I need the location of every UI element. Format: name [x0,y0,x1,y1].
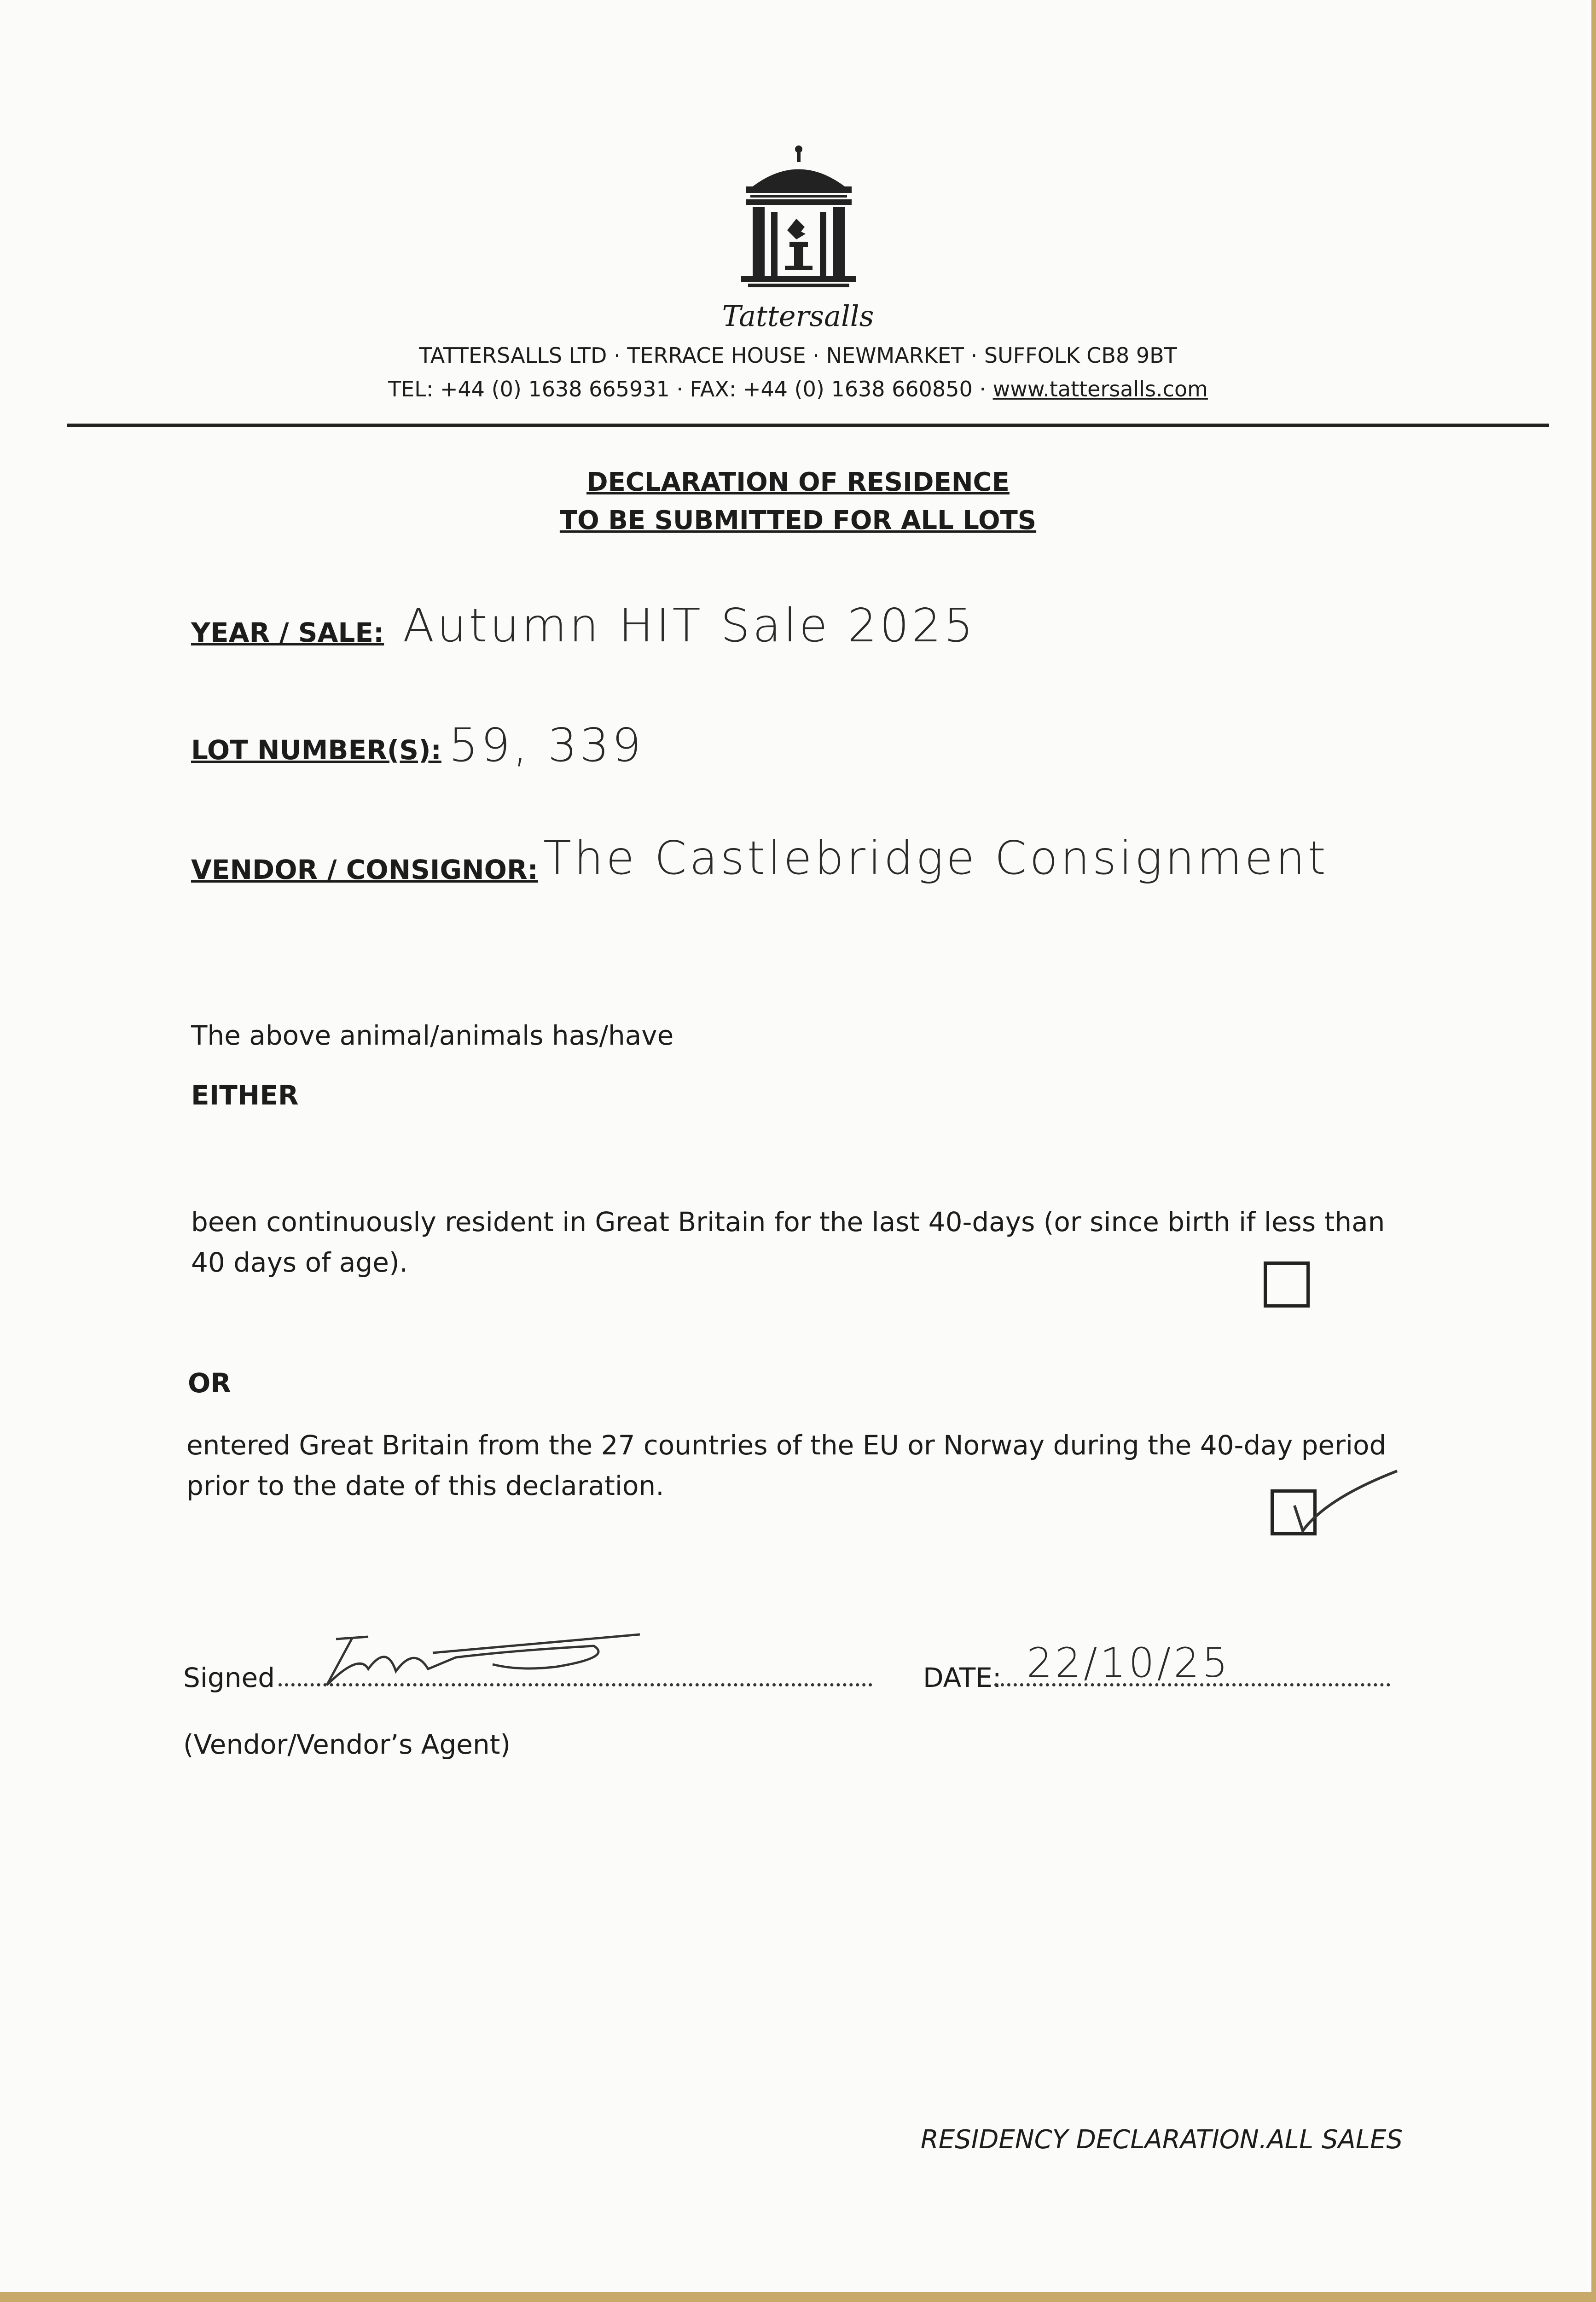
intro-text: The above animal/animals has/have [191,1020,674,1051]
signed-label: Signed [183,1662,275,1693]
footer-reference: RESIDENCY DECLARATION.ALL SALES [920,2125,1403,2155]
signer-role: (Vendor/Vendor’s Agent) [183,1729,511,1760]
option-resident-checkbox[interactable] [1264,1261,1310,1308]
option-eu-text: entered Great Britain from the 27 countries of the EU or Norway during the 40-day period prior to the date of this declaration. [186,1430,1387,1501]
lot-number-value[interactable]: 59, 339 [449,718,644,772]
date-value[interactable]: 22/10/25 [1027,1639,1231,1686]
form-subtitle: TO BE SUBMITTED FOR ALL LOTS [559,506,1037,535]
either-label: EITHER [191,1080,299,1111]
or-label: OR [188,1367,231,1399]
company-address: TATTERSALLS LTD · TERRACE HOUSE · NEWMARKET · SUFFOLK CB8 9BT [419,343,1177,368]
checkmark-icon [1284,1462,1404,1540]
website-link[interactable]: www.tattersalls.com [992,377,1208,401]
signature-scribble-icon [318,1625,649,1694]
brand-name: Tattersalls [722,299,874,333]
header-divider [67,424,1549,427]
vendor-value[interactable]: The Castlebridge Consignment [543,831,1329,885]
tattersalls-logo-icon [732,143,865,299]
option-resident-text: been continuously resident in Great Britain for the last 40-days (or since birth if less than 40 days of age). [191,1206,1385,1278]
company-contact [0,377,1596,401]
contact-numbers: TEL: +44 (0) 1638 665931 · FAX: +44 (0) 1638 660850 · [388,377,993,401]
lot-number-label: LOT NUMBER(S): [191,734,441,766]
date-label: DATE: [923,1662,1002,1693]
year-sale-value[interactable]: Autumn HIT Sale 2025 [403,599,976,652]
vendor-label: VENDOR / CONSIGNOR: [191,854,538,885]
form-title: DECLARATION OF RESIDENCE [586,467,1010,497]
paper-edge-bottom [0,2292,1596,2302]
year-sale-label: YEAR / SALE: [191,617,384,648]
